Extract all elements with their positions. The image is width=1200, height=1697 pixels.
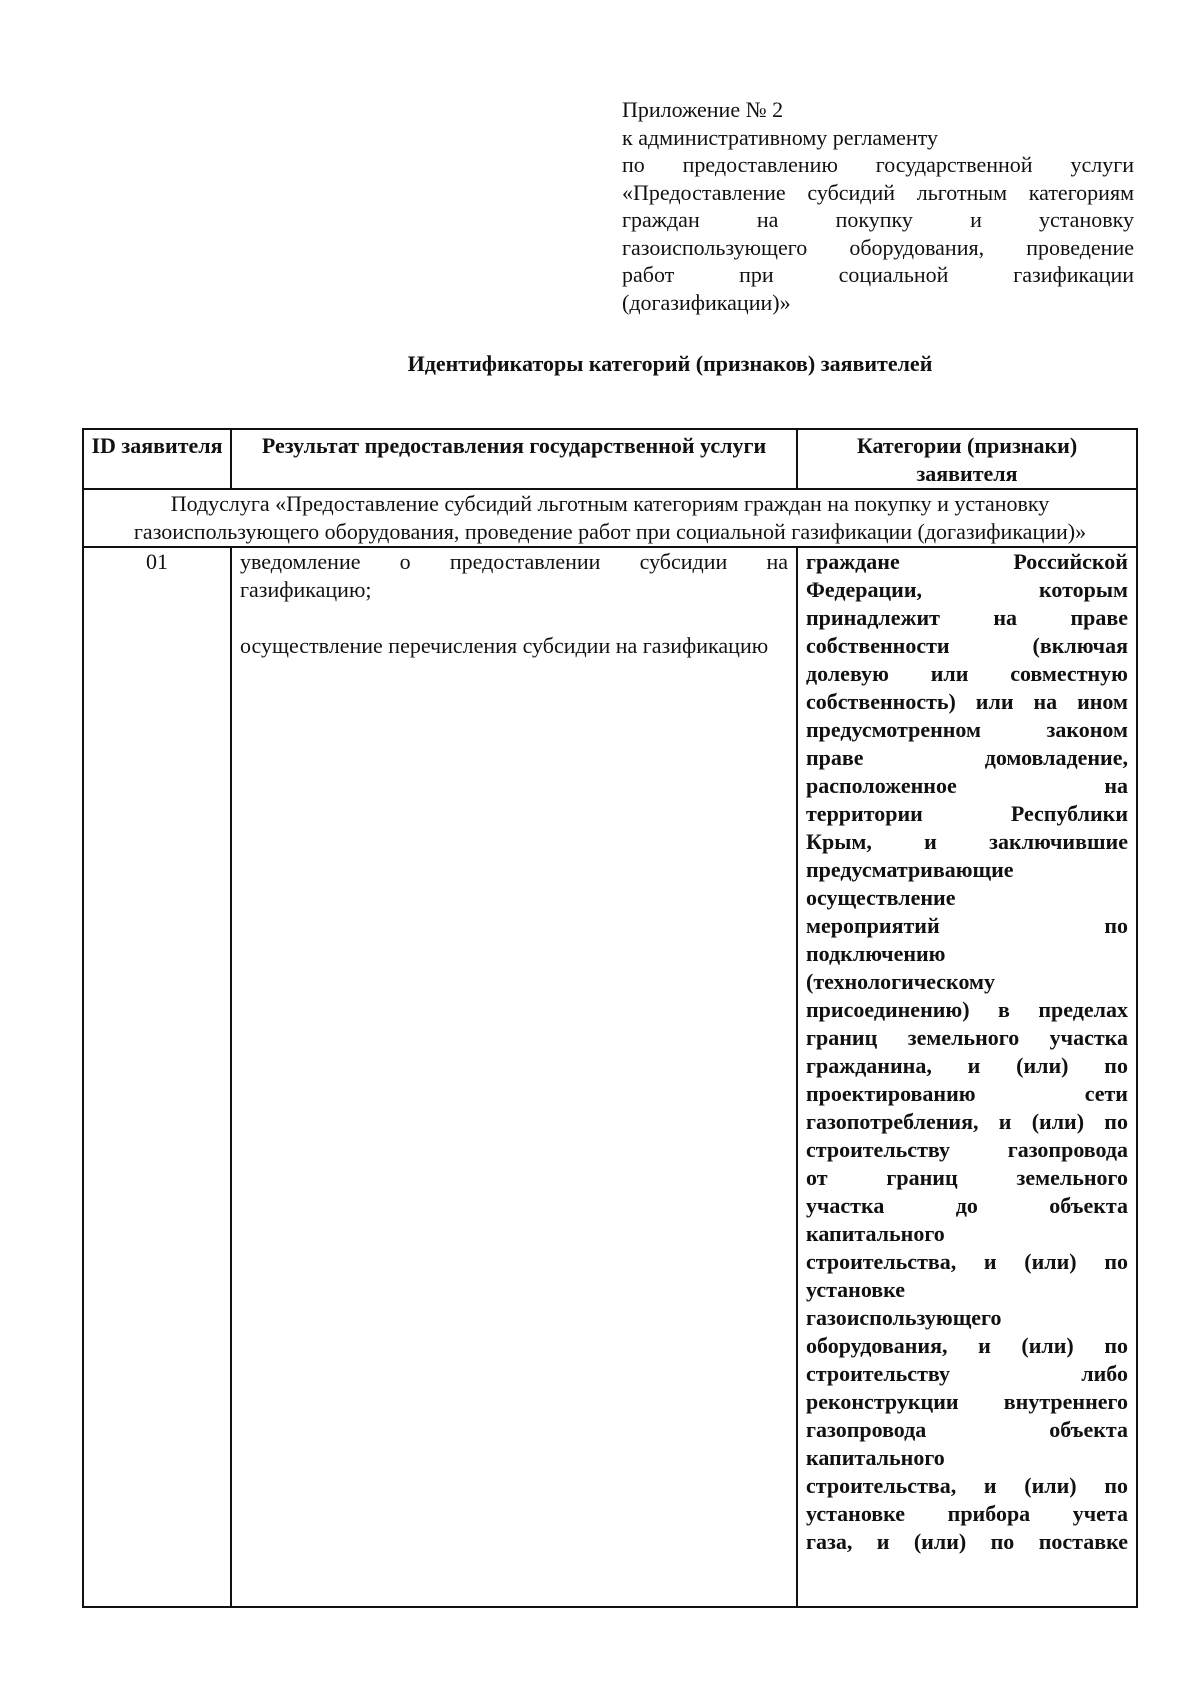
category-line: участка до объекта (806, 1193, 1128, 1218)
annex-line: по предоставлению государственной услуги (622, 152, 1134, 177)
header-result: Результат предоставления государственной услуги (231, 429, 797, 489)
category-line: собственность) или на ином (806, 689, 1128, 714)
annex-line: работ при социальной газификации (622, 262, 1134, 287)
category-line: газопровода объекта (806, 1417, 1128, 1442)
category-line: установке прибора учета (806, 1501, 1128, 1526)
category-line: (технологическому (806, 969, 996, 994)
subservice-row (83, 489, 1137, 547)
category-line: мероприятий по (806, 913, 1128, 938)
annex-line: Приложение № 2 (622, 97, 784, 122)
category-line: реконструкции внутреннего (806, 1389, 1128, 1414)
category-line: строительству газопровода (806, 1137, 1128, 1162)
category-line: установке (806, 1277, 906, 1302)
category-line: газопотребления, и (или) по (806, 1109, 1128, 1134)
category-line: принадлежит на праве (806, 605, 1128, 630)
category-line: капитального (806, 1445, 945, 1470)
applicant-id: 01 (83, 547, 231, 1607)
category-line: предусматривающие (806, 857, 1014, 882)
category-line: праве домовладение, (806, 745, 1128, 770)
annex-line: к административному регламенту (622, 124, 938, 150)
result-cell (231, 547, 797, 1607)
category-line: граждане Российской (806, 549, 1128, 574)
result-item: осуществление перечисления субсидии на газификацию (240, 633, 769, 658)
header-id: ID заявителя (83, 429, 231, 489)
annex-header (622, 96, 1134, 316)
annex-line: граждан на покупку и установку (622, 207, 1134, 232)
table-row (83, 547, 1137, 1607)
result-item: уведомление о предоставлении субсидии на газификацию; (240, 549, 788, 602)
document-title: Идентификаторы категорий (признаков) заявителей (407, 351, 933, 376)
category-line: долевую или совместную (806, 661, 1128, 686)
category-line: Федерации, которым (806, 577, 1128, 602)
category-line: предусмотренном законом (806, 717, 1128, 742)
category-line: границ земельного участка (806, 1025, 1128, 1050)
category-cell (797, 547, 1137, 1607)
category-line: гражданина, и (или) по (806, 1053, 1128, 1078)
category-line: газа, и (или) по поставке (806, 1529, 1128, 1554)
identifiers-table (82, 428, 1138, 1608)
header-category: Категории (признаки) заявителя (797, 429, 1137, 489)
category-line: Крым, и заключившие (806, 829, 1128, 854)
category-line: газоиспользующего (806, 1305, 1002, 1330)
category-line: строительству либо (806, 1361, 1128, 1386)
category-line: оборудования, и (или) по (806, 1333, 1128, 1358)
category-line: расположенное на (806, 773, 1128, 798)
annex-line: «Предоставление субсидий льготным категориям (622, 179, 1134, 205)
category-line: подключению (806, 941, 946, 966)
category-line: капитального (806, 1221, 945, 1246)
category-line: осуществление (806, 885, 956, 910)
table-header-row (83, 429, 1137, 489)
category-line: от границ земельного (806, 1165, 1128, 1190)
annex-line: газоиспользующего оборудования, проведение (622, 234, 1134, 260)
subservice-cell: Подуслуга «Предоставление субсидий льготным категориям граждан на покупку и установку газоиспользующего оборудования, проведение работ при социальной газификации (догазификации)» (83, 489, 1137, 547)
annex-line: (догазификации)» (622, 289, 791, 315)
category-line: строительства, и (или) по (806, 1249, 1128, 1274)
category-line: присоединению) в пределах (806, 997, 1128, 1022)
category-line: проектированию сети (806, 1081, 1128, 1106)
category-line: территории Республики (806, 801, 1128, 826)
category-line: собственности (включая (806, 633, 1128, 658)
category-line: строительства, и (или) по (806, 1473, 1128, 1498)
